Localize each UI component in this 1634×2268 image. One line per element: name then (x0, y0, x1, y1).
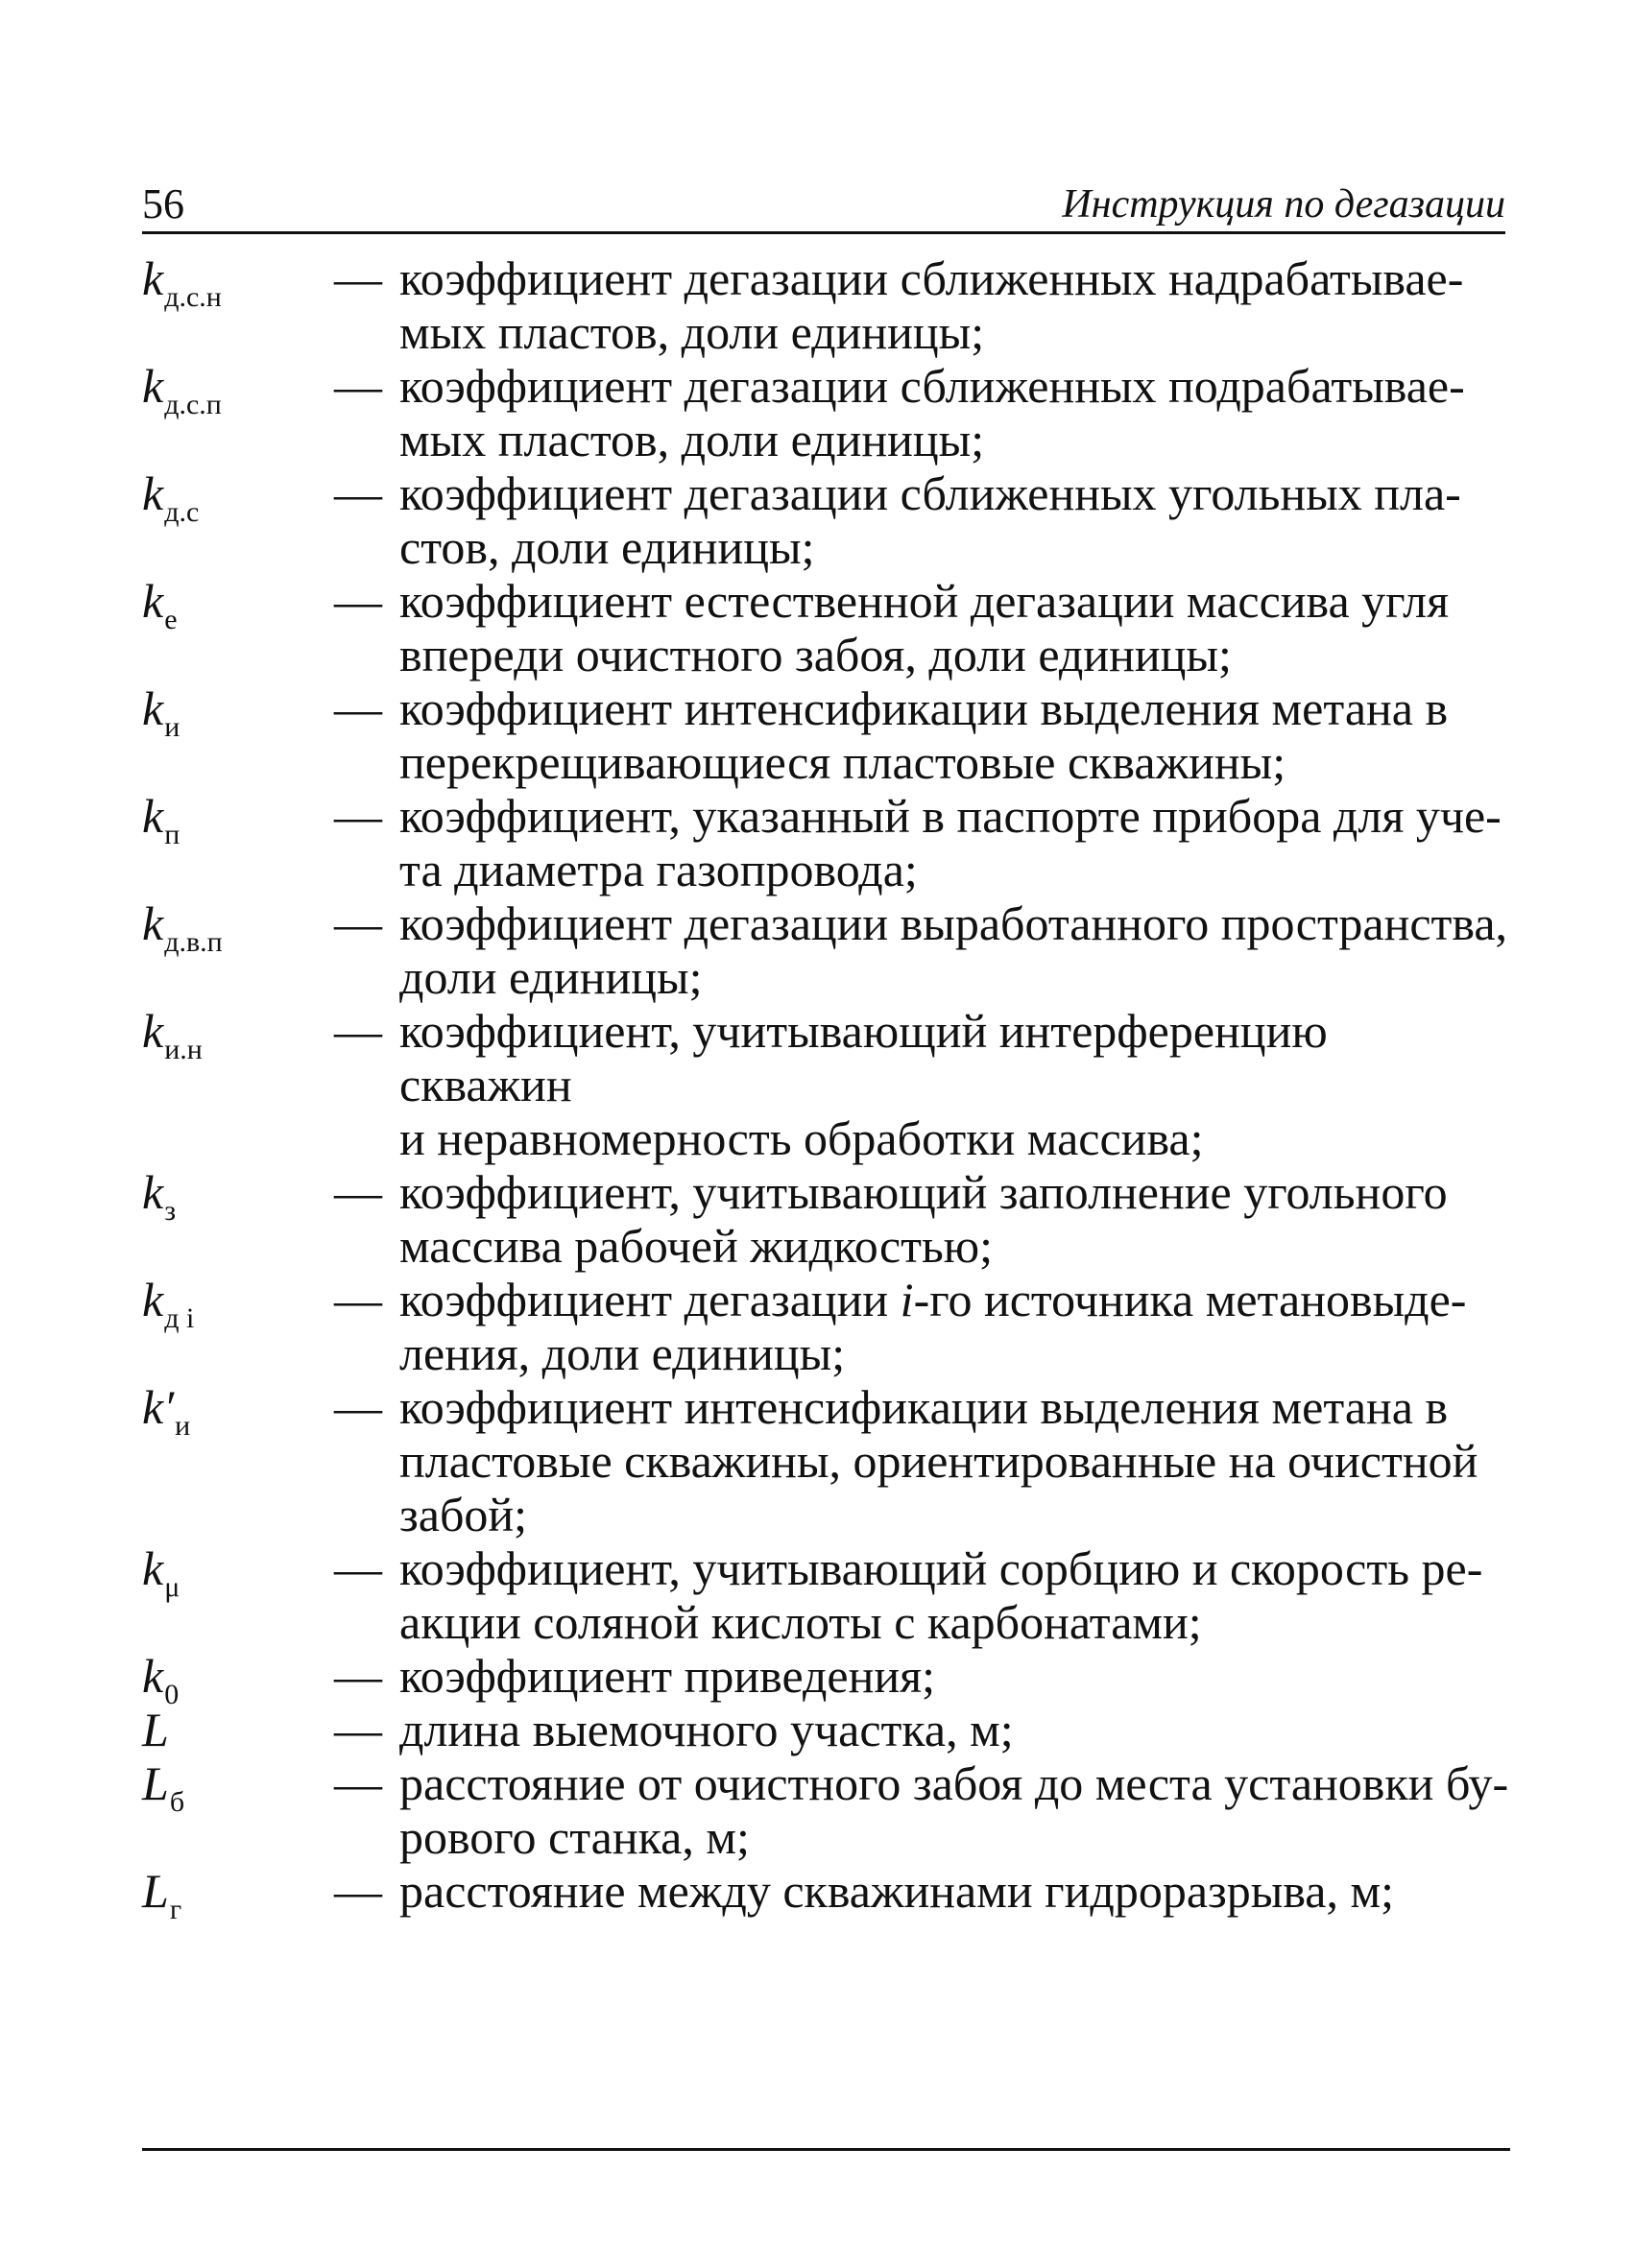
dash: — (334, 1165, 382, 1219)
symbol: $k_е$ (142, 574, 178, 635)
definition: коэффициент, учитывающий интерференцию скважин и неравномерность обработки массива; (399, 1004, 1328, 1165)
definition: коэффициент, учитывающий сорбцию и скорость ре- акции соляной кислоты с карбонатами; (399, 1541, 1483, 1649)
definition: расстояние от очистного забоя до места установки бу- рового станка, м; (399, 1756, 1509, 1864)
dash: — (334, 466, 382, 520)
header-rule (142, 231, 1505, 234)
symbol: $L_б$ (142, 1756, 185, 1818)
symbol: L (142, 1703, 169, 1756)
definition: коэффициент естественной дегазации массива угля впереди очистного забоя, доли единицы; (399, 574, 1450, 681)
dash: — (334, 1273, 382, 1326)
dash: — (334, 789, 382, 843)
legend-entry (142, 1380, 1510, 1541)
page-number: 56 (142, 180, 184, 227)
definition: коэффициент, учитывающий заполнение угольного массива рабочей жидкостью; (399, 1165, 1448, 1273)
legend-entry (142, 466, 1510, 574)
symbol: $k_\mu$ (142, 1541, 180, 1603)
definition: коэффициент интенсификации выделения метана в перекрещивающиеся пластовые скважины; (399, 681, 1449, 789)
legend-entry (142, 359, 1510, 466)
symbol: $k_{д.в.п}$ (142, 896, 223, 958)
symbol: $k_з$ (142, 1165, 177, 1227)
symbol: $k_п$ (142, 789, 180, 850)
legend-entry (142, 251, 1510, 359)
symbol: $k_{д.с.н}$ (142, 251, 222, 313)
dash: — (334, 681, 382, 735)
dash: — (334, 896, 382, 950)
symbol: $k'_и$ (142, 1380, 191, 1442)
definition: коэффициент дегазации сближенных надрабатывае- мых пластов, доли единицы; (399, 251, 1464, 359)
running-title: Инструкция по дегазации (1062, 182, 1505, 227)
definition: коэффициент интенсификации выделения метана в пластовые скважины, ориентированные на очистной забой; (399, 1380, 1478, 1541)
legend-entry (142, 1756, 1510, 1864)
legend-entry (142, 1273, 1510, 1380)
definition: расстояние между скважинами гидроразрыва, м; (399, 1864, 1395, 1918)
dash: — (334, 1004, 382, 1058)
legend-entry (142, 1541, 1510, 1649)
symbol: $k_и$ (142, 681, 180, 743)
dash: — (334, 1864, 382, 1918)
symbol: $k_{и.н}$ (142, 1004, 203, 1065)
dash: — (334, 1756, 382, 1810)
definition: коэффициент дегазации i-го источника метановыде- ления, доли единицы; (399, 1273, 1467, 1380)
dash: — (334, 359, 382, 413)
page-header (142, 180, 1505, 234)
symbol: $k_{д i}$ (142, 1273, 195, 1334)
legend-entry (142, 1165, 1510, 1273)
dash: — (334, 1649, 382, 1703)
legend-entry (142, 1004, 1510, 1165)
definition: коэффициент дегазации сближенных угольных пла- стов, доли единицы; (399, 466, 1461, 574)
definition: коэффициент приведения; (399, 1649, 936, 1703)
legend-entry (142, 681, 1510, 789)
definition: коэффициент дегазации выработанного пространства, доли единицы; (399, 896, 1508, 1004)
legend-entry (142, 574, 1510, 681)
symbol: $k_0$ (142, 1649, 180, 1710)
footer-rule (142, 2148, 1510, 2151)
legend-entry (142, 1703, 1510, 1756)
legend-entry (142, 896, 1510, 1004)
symbol: $L_г$ (142, 1864, 182, 1925)
legend-entry (142, 1649, 1510, 1710)
definition: коэффициент дегазации сближенных подрабатывае- мых пластов, доли единицы; (399, 359, 1465, 466)
dash: — (334, 1541, 382, 1595)
legend-entry (142, 1864, 1510, 1925)
legend-entry (142, 789, 1510, 896)
symbol: $k_{д.с.п}$ (142, 359, 222, 420)
definition: коэффициент, указанный в паспорте прибора для уче- та диаметра газопровода; (399, 789, 1502, 896)
dash: — (334, 574, 382, 628)
dash: — (334, 251, 382, 305)
dash: — (334, 1703, 382, 1756)
dash: — (334, 1380, 382, 1434)
symbol-legend (142, 251, 1510, 1925)
symbol: $k_{д.с}$ (142, 466, 200, 528)
definition: длина выемочного участка, м; (399, 1703, 1014, 1756)
